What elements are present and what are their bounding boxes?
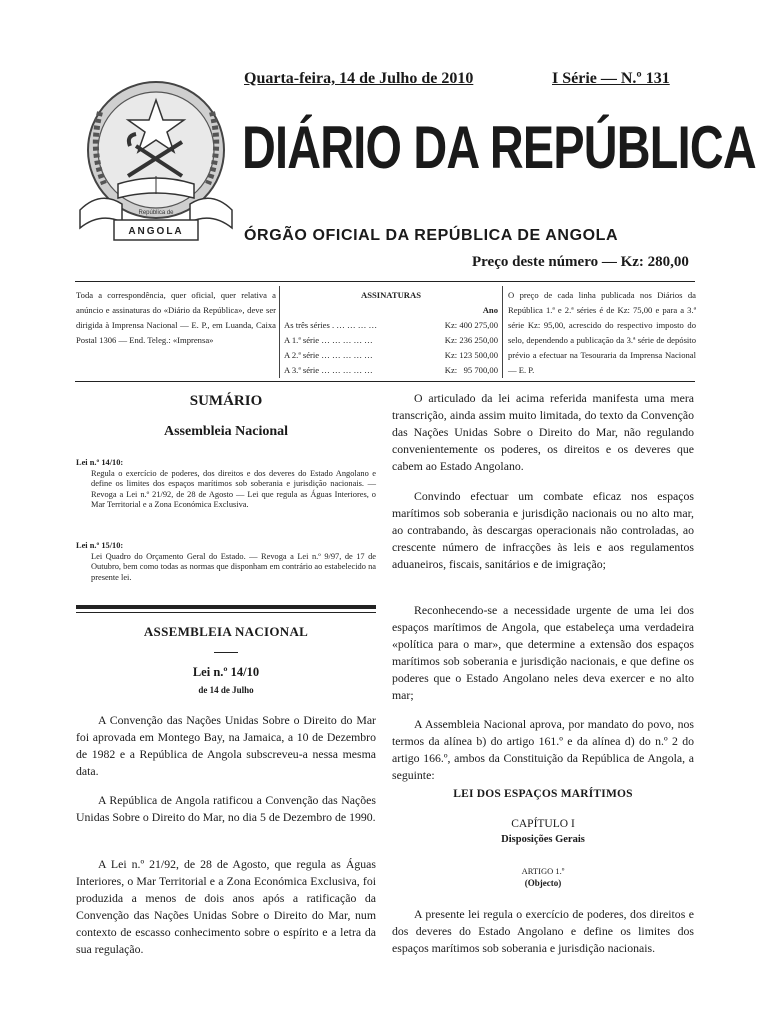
subscription-row-label: A 2.ª série … … … … …: [284, 350, 373, 360]
angola-coat-of-arms-emblem: [70, 72, 242, 247]
subscription-row-label: A 1.ª série … … … … …: [284, 335, 373, 345]
subscriptions-table: [284, 288, 498, 378]
subscription-row: [284, 363, 498, 378]
header-rule-bottom: [75, 381, 695, 382]
chapter-number: CAPÍTULO I: [511, 818, 575, 830]
subscription-row-label: A 3.ª série … … … … …: [284, 365, 373, 375]
subscription-row: [284, 333, 498, 348]
body-paragraph: A República de Angola ratificou a Convenção das Nações Unidas Sobre o Direito do Mar, no dia 5 de Dezembro de 1990.: [76, 793, 376, 824]
body-paragraph: A Assembleia Nacional aprova, por mandato do povo, nos termos da alínea b) do artigo 161.º e da alínea d) do n.º 2 do artigo 166.º, ambos da Constituição da República de Angola, a seguinte:: [392, 717, 694, 782]
correspondence-notice: Toda a correspondência, quer oficial, quer relativa a anúncio e assinaturas do «Diário da República», deve ser dirigida à Imprensa Nacional — E. P., em Luanda, Caixa Postal 1306 — End. Teleg.: «Imprensa»: [76, 290, 276, 345]
law-number: Lei n.º 14/10: [192, 665, 260, 679]
issue-date: Quarta-feira, 14 de Julho de 2010: [244, 70, 474, 87]
summary-heading: SUMÁRIO: [189, 393, 263, 409]
subscription-row-value: Kz: 236 250,00: [444, 335, 498, 345]
article-number: ARTIGO 1.º: [521, 866, 565, 876]
law-date: de 14 de Julho: [198, 685, 254, 695]
newspaper-subtitle: ÓRGÃO OFICIAL DA REPÚBLICA DE ANGOLA: [244, 227, 619, 244]
summary-item-text: Regula o exercício de poderes, dos direitos e dos deveres do Estado Angolano e define os limites dos espaços marítimos sob soberania e jurisdição nacionais. — Revoga a Lei n.º 21/92, de 28 de Agosto — Lei que regula as Águas Interiores, o Mar Territorial e a Zona Económica Exclusiva.: [91, 468, 376, 509]
subscription-row: [284, 318, 498, 333]
body-paragraph: Convindo efectuar um combate eficaz nos espaços marítimos sob soberania e jurisdição nacionais ou no alto mar, ao contrabando, às descargas operacionais não controladas, ao crescente número de infracções às leis e aos regulamentos aduaneiros, fiscais, sanitários e de imigração;: [392, 489, 694, 571]
article-title: (Objecto): [524, 878, 562, 888]
summary-item-text: Lei Quadro do Orçamento Geral do Estado. — Revoga a Lei n.º 9/97, de 17 de Outubro, bem como todas as normas que disponham em contrário ao estabelecido na presente lei.: [91, 551, 376, 582]
line-price-notice: O preço de cada linha publicada nos Diários da República 1.ª e 2.ª séries é de Kz: 75,00 e para a 3.ª série Kz: 95,00, acrescido do respectivo imposto do selo, dependendo a publicação da 3.ª série de depósito prévio a efectuar na Tesouraria da Imprensa Nacional — E. P.: [508, 290, 696, 375]
emblem-banner-text: ANGOLA: [128, 226, 184, 237]
newspaper-title: DIÁRIO DA REPÚBLICA: [242, 114, 756, 181]
article-text: A presente lei regula o exercício de poderes, dos direitos e dos deveres do Estado Angolano e define os limites dos espaços marítimos sob soberania e jurisdição nacionais.: [392, 907, 694, 955]
body-paragraph: Reconhecendo-se a necessidade urgente de uma lei dos espaços marítimos de Angola, que estabeleça uma verdadeira «política para o mar», que determine a extensão dos espaços marítimos sob soberania e jurisdição nacionais, e que define os poderes que o Estado Angolano neles deva exercer e no alto mar;: [392, 603, 694, 702]
summary-item: [76, 541, 376, 583]
section-heading: ASSEMBLEIA NACIONAL: [143, 624, 309, 639]
body-paragraph: A Lei n.º 21/92, de 28 de Agosto, que regula as Águas Interiores, o Mar Territorial e a Zona Económica Exclusiva, foi produzida a menos de dois anos após a ratificação da Convenção das Nações Unidas Sobre o Direito do Mar, num contexto de escasso conhecimento sobre o espírito e a letra da sua regulação.: [76, 857, 376, 956]
subscription-row: [284, 348, 498, 363]
chapter-title: Disposições Gerais: [501, 834, 585, 845]
issue-price: Preço deste número — Kz: 280,00: [472, 254, 689, 270]
subscription-row-value: Kz: 95 700,00: [444, 365, 498, 375]
section-rule-thick: [76, 605, 376, 609]
header-rule-top: [75, 281, 695, 282]
body-paragraph: A Convenção das Nações Unidas Sobre o Direito do Mar foi aprovada em Montego Bay, na Jamaica, a 10 de Dezembro de 1982 e a República de Angola subscreveu-a nessa mesma data.: [76, 713, 376, 778]
info-box-divider-left: [279, 286, 280, 378]
summary-item-label: Lei n.º 14/10:: [76, 458, 124, 467]
subscription-row-value: Kz: 400 275,00: [444, 320, 498, 330]
summary-item: [76, 458, 376, 511]
summary-section-heading: Assembleia Nacional: [163, 424, 289, 439]
summary-item-label: Lei n.º 15/10:: [76, 541, 124, 550]
emblem-motto: República de: [138, 210, 174, 216]
subscription-row-label: As três séries . … … … …: [284, 320, 378, 330]
info-box-divider-right: [502, 286, 503, 378]
body-paragraph: O articulado da lei acima referida manifesta uma mera transcrição, ainda assim muito limitada, do texto da Convenção das Nações Unidas Sobre o Direito do Mar, não regulando convenientemente os poderes, os direitos e os deveres que cabem ao Estado Angolano.: [392, 391, 694, 473]
law-title: LEI DOS ESPAÇOS MARÍTIMOS: [453, 788, 633, 800]
subscription-row-value: Kz: 123 500,00: [444, 350, 498, 360]
section-dash: [214, 652, 238, 653]
subscriptions-heading: ASSINATURAS: [360, 290, 421, 300]
subscriptions-column-label: Ano: [482, 305, 498, 315]
issue-series-number: I Série — N.º 131: [552, 70, 670, 87]
section-rule-thin: [76, 612, 376, 613]
